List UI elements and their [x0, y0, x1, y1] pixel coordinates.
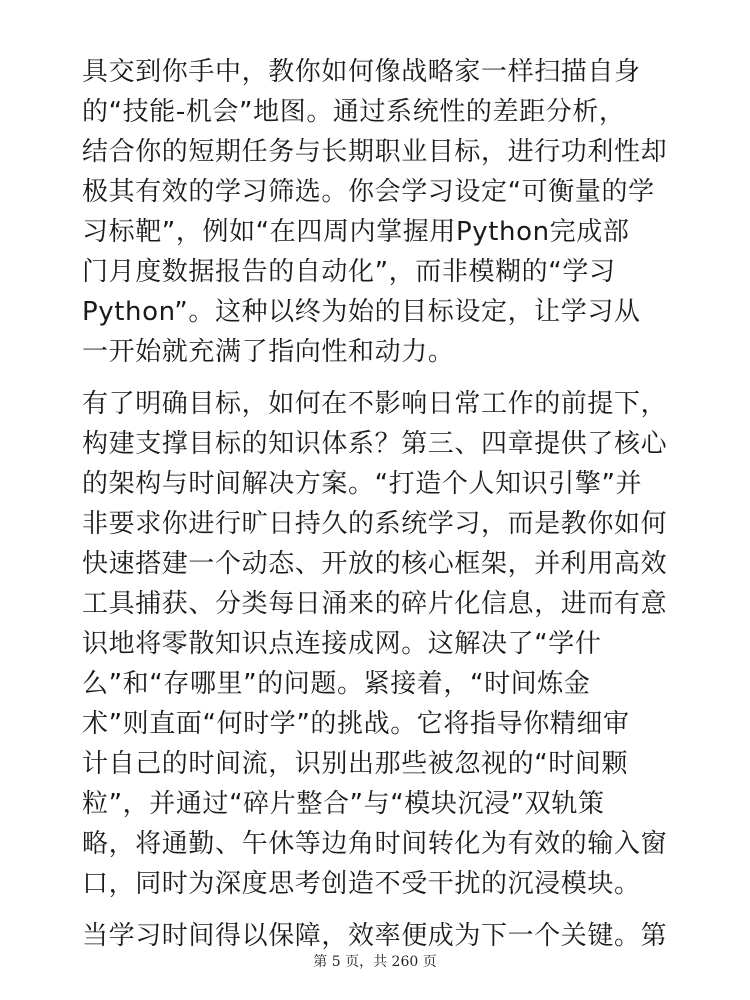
text-line: 非要求你进行旷日持久的系统学习，而是教你如何 [82, 509, 668, 539]
text-line: 口，同时为深度思考创造不受干扰的沉浸模块。 [82, 869, 641, 899]
text-line: 门月度数据报告的自动化”，而非模糊的“学习 [82, 257, 616, 287]
text-line: 习标靶”，例如“在四周内掌握用Python完成部 [82, 217, 630, 247]
text-line: 粒”，并通过“碎片整合”与“模块沉浸”双轨策 [82, 789, 605, 819]
paragraph-3 [82, 916, 672, 956]
text-line: 当学习时间得以保障，效率便成为下一个关键。第 [82, 921, 668, 951]
page-footer [0, 952, 750, 972]
text-line: 快速搭建一个动态、开放的核心框架，并利用高效 [82, 549, 668, 579]
text-line: 么”和“存哪里”的问题。紧接着，“时间炼金 [82, 669, 591, 699]
text-line: 的架构与时间解决方案。“打造个人知识引擎”并 [82, 469, 643, 499]
text-line: 识地将零散知识点连接成网。这解决了“学什 [82, 629, 602, 659]
text-line: 工具捕获、分类每日涌来的碎片化信息，进而有意 [82, 589, 668, 619]
text-line: 一开始就充满了指向性和动力。 [82, 337, 455, 367]
text-line: Python”。这种以终为始的目标设定，让学习从 [82, 297, 641, 327]
text-line: 的“技能-机会”地图。通过系统性的差距分析， [82, 97, 626, 127]
paragraph-2 [82, 384, 672, 904]
text-line: 计自己的时间流，识别出那些被忽视的“时间颗 [82, 749, 629, 779]
text-line: 术”则直面“何时学”的挑战。它将指导你精细审 [82, 709, 630, 739]
text-line: 有了明确目标，如何在不影响日常工作的前提下， [82, 389, 668, 419]
text-line: 构建支撑目标的知识体系？第三、四章提供了核心 [82, 429, 668, 459]
page-number-label: 第 5 页，共 260 页 [313, 954, 437, 970]
text-line: 极其有效的学习筛选。你会学习设定“可衡量的学 [82, 177, 655, 207]
paragraph-1 [82, 52, 672, 372]
text-line: 略，将通勤、午休等边角时间转化为有效的输入窗 [82, 829, 668, 859]
text-line: 具交到你手中，教你如何像战略家一样扫描自身 [82, 57, 641, 87]
body-text [82, 52, 672, 968]
text-line: 结合你的短期任务与长期职业目标，进行功利性却 [82, 137, 668, 167]
